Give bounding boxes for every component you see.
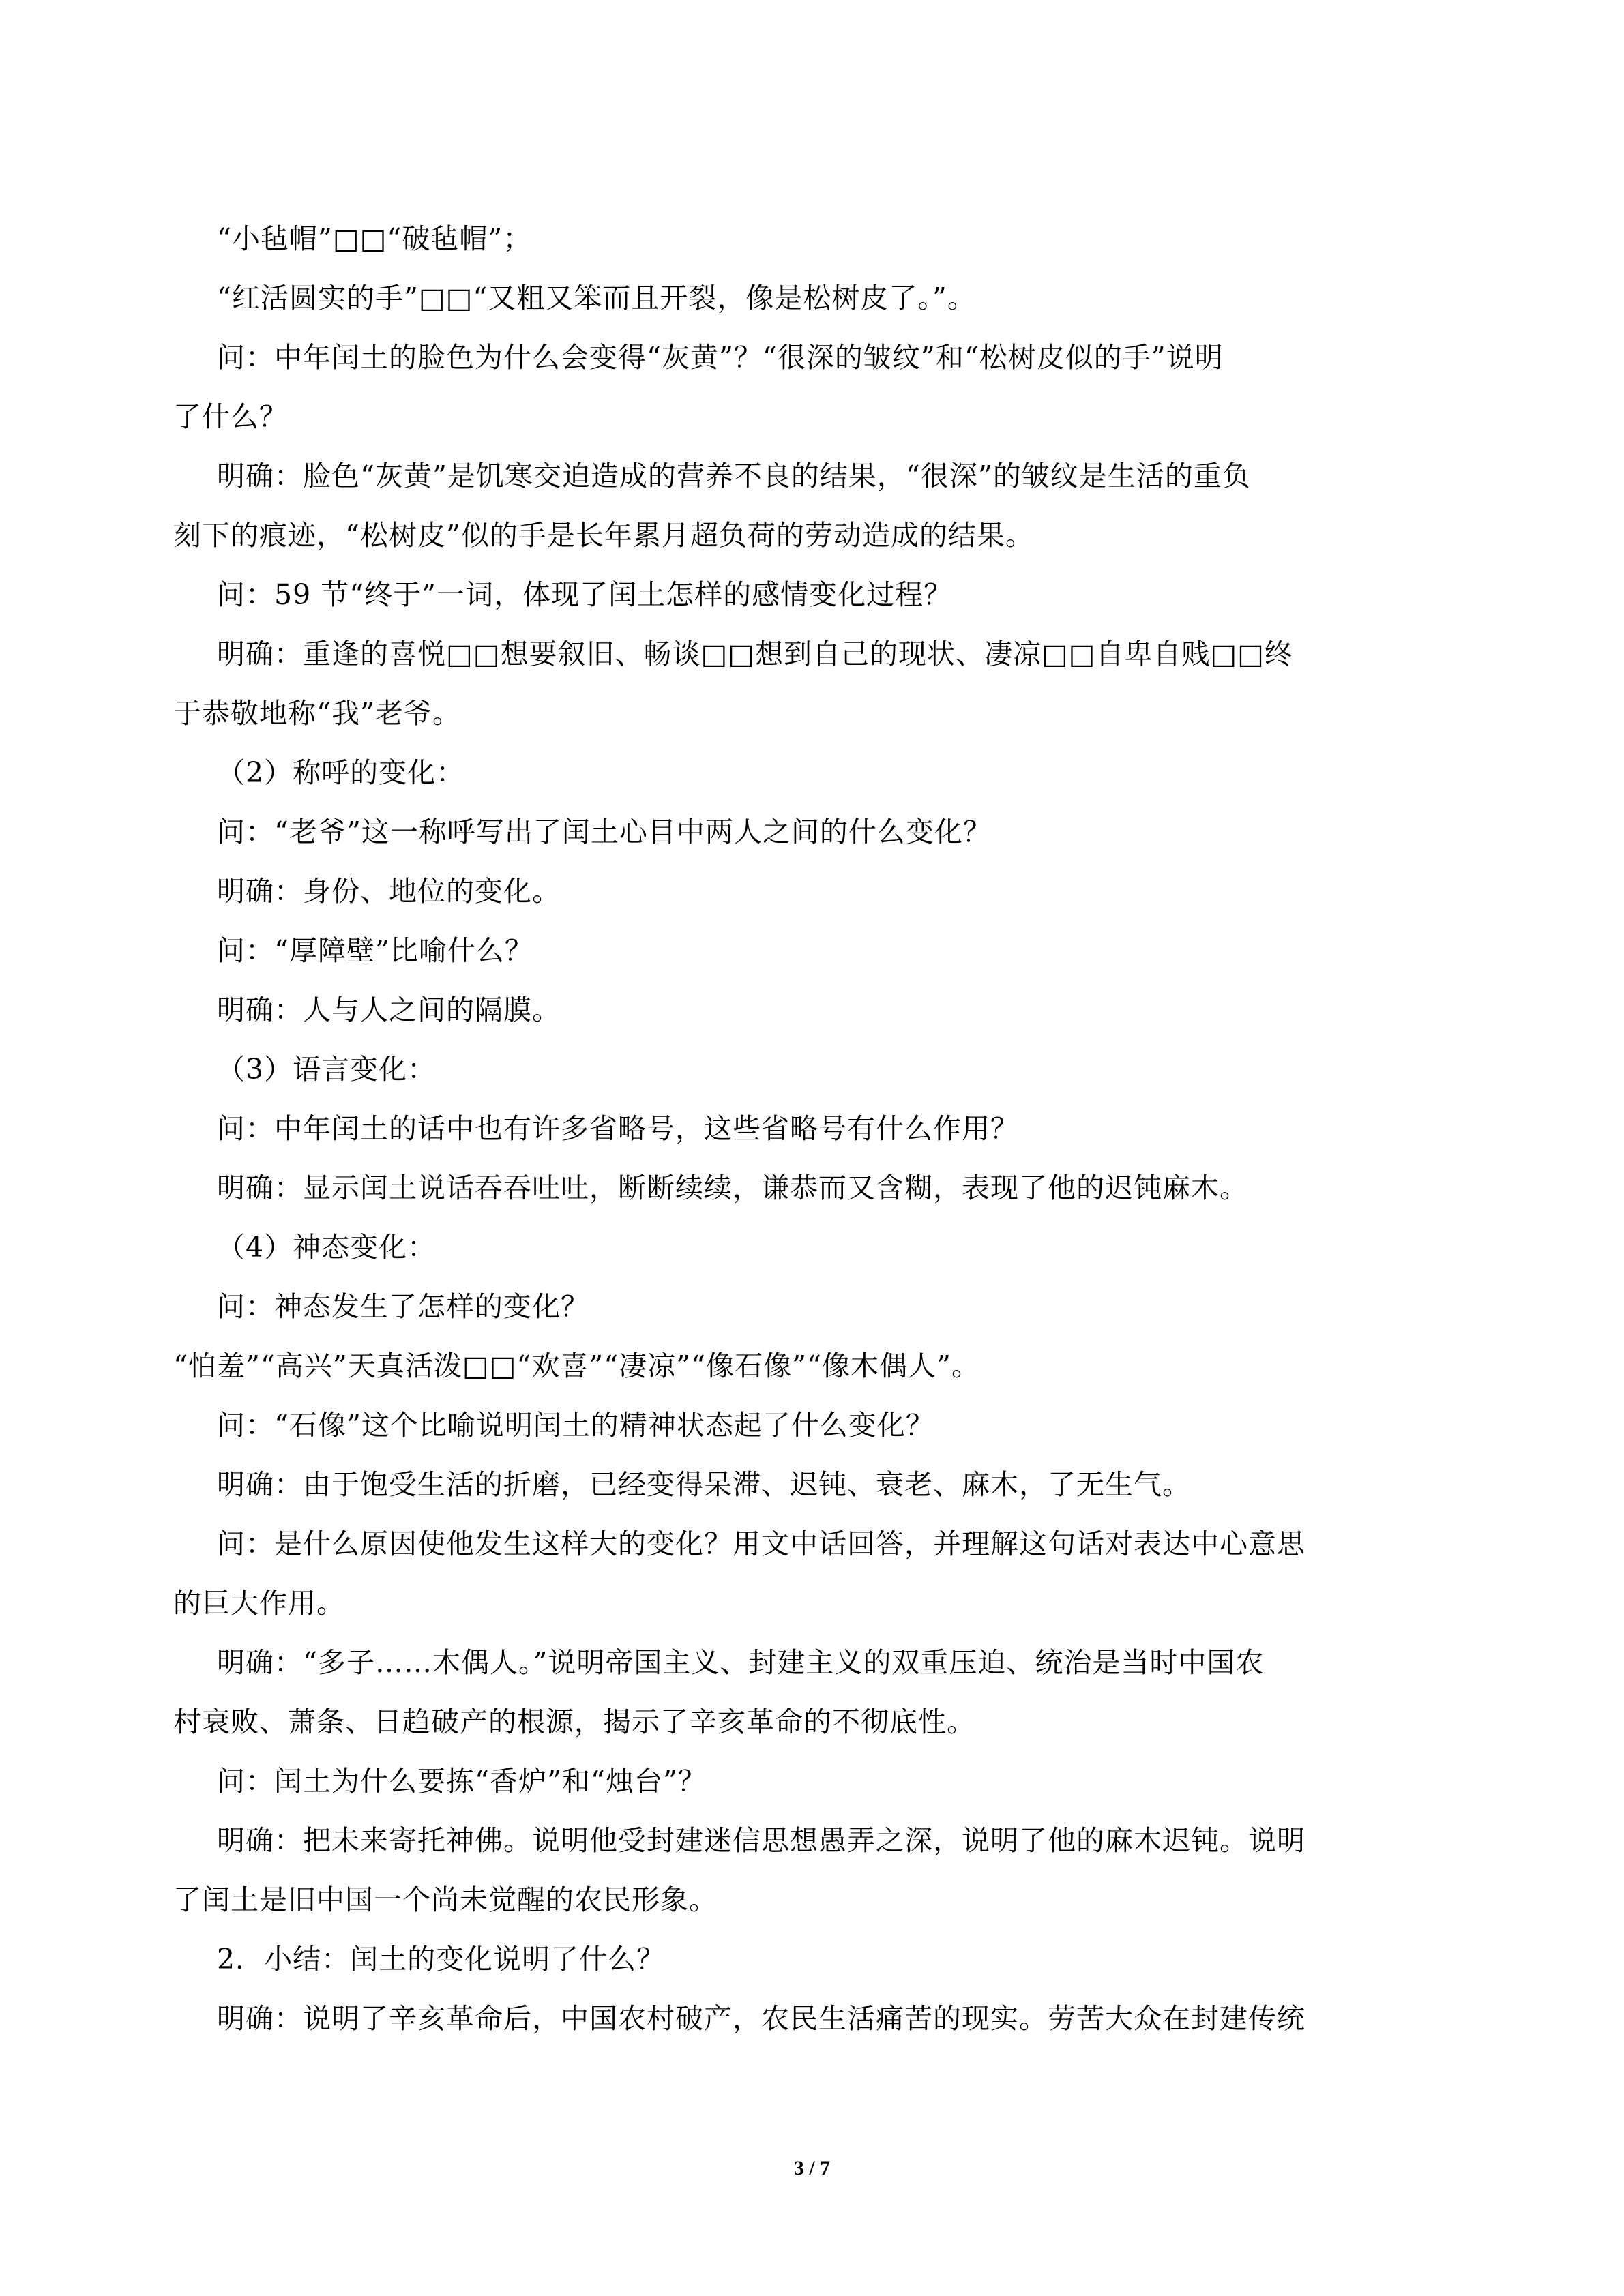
text-line: “怕羞”“高兴”天真活泼□□“欢喜”“凄凉”“像石像”“像木偶人”。 [173, 1350, 980, 1382]
text-line: “红活圆实的手”□□“又粗又笨而且开裂，像是松树皮了。”。 [217, 282, 976, 314]
text-line: 明确：脸色“灰黄”是饥寒交迫造成的营养不良的结果，“很深”的皱纹是生活的重负 [217, 460, 1251, 492]
text-line: 问：中年闰土的话中也有许多省略号，这些省略号有什么作用？ [217, 1112, 1019, 1145]
text-line: 问：闰土为什么要拣“香炉”和“烛台”？ [217, 1765, 707, 1798]
text-line: 刻下的痕迹，“松树皮”似的手是长年累月超负荷的劳动造成的结果。 [173, 519, 1034, 552]
section-heading: （2）称呼的变化： [217, 756, 465, 789]
text-line: 问：“厚障壁”比喻什么？ [217, 934, 533, 967]
text-line: 明确：把未来寄托神佛。说明他受封建迷信思想愚弄之深，说明了他的麻木迟钝。说明 [217, 1824, 1305, 1857]
section-heading: （4）神态变化： [217, 1231, 437, 1264]
text-line: 村衰败、萧条、日趋破产的根源，揭示了辛亥革命的不彻底性。 [173, 1705, 975, 1738]
text-line: 问：中年闰土的脸色为什么会变得“灰黄”？“很深的皱纹”和“松树皮似的手”说明 [217, 341, 1224, 374]
text-line: 的巨大作用。 [173, 1587, 345, 1620]
text-line: 明确：由于饱受生活的折磨，已经变得呆滞、迟钝、衰老、麻木，了无生气。 [217, 1468, 1191, 1501]
text-line: 明确：重逢的喜悦□□想要叙旧、畅谈□□想到自己的现状、凄凉□□自卑自贱□□终 [217, 638, 1293, 670]
text-line: 明确：“多子……木偶人。”说明帝国主义、封建主义的双重压迫、统治是当时中国农 [217, 1646, 1265, 1679]
section-heading: （3）语言变化： [217, 1053, 437, 1086]
text-line: 问：59 节“终于”一词，体现了闰土怎样的感情变化过程？ [217, 578, 953, 611]
text-line: 问：是什么原因使他发生这样大的变化？用文中话回答，并理解这句话对表达中心意思 [217, 1527, 1305, 1560]
text-line: 问：“老爷”这一称呼写出了闰土心目中两人之间的什么变化？ [217, 816, 992, 848]
text-line: 问：“石像”这个比喻说明闰土的精神状态起了什么变化？ [217, 1409, 934, 1442]
text-line: 明确：说明了辛亥革命后，中国农村破产，农民生活痛苦的现实。劳苦大众在封建传统 [217, 2002, 1305, 2035]
text-line: 了闰土是旧中国一个尚未觉醒的农民形象。 [173, 1883, 718, 1916]
text-line: 问：神态发生了怎样的变化？ [217, 1290, 589, 1323]
section-heading: 2．小结：闰土的变化说明了什么？ [217, 1943, 666, 1976]
text-line: 于恭敬地称“我”老爷。 [173, 697, 461, 730]
text-line: “小毡帽”□□“破毡帽”； [217, 222, 532, 255]
page-number: 3 / 7 [793, 2157, 831, 2179]
text-line: 明确：身份、地位的变化。 [217, 875, 561, 908]
text-line: 明确：人与人之间的隔膜。 [217, 994, 561, 1026]
text-line: 明确：显示闰土说话吞吞吐吐，断断续续，谦恭而又含糊，表现了他的迟钝麻木。 [217, 1172, 1248, 1204]
text-line: 了什么？ [173, 400, 288, 433]
